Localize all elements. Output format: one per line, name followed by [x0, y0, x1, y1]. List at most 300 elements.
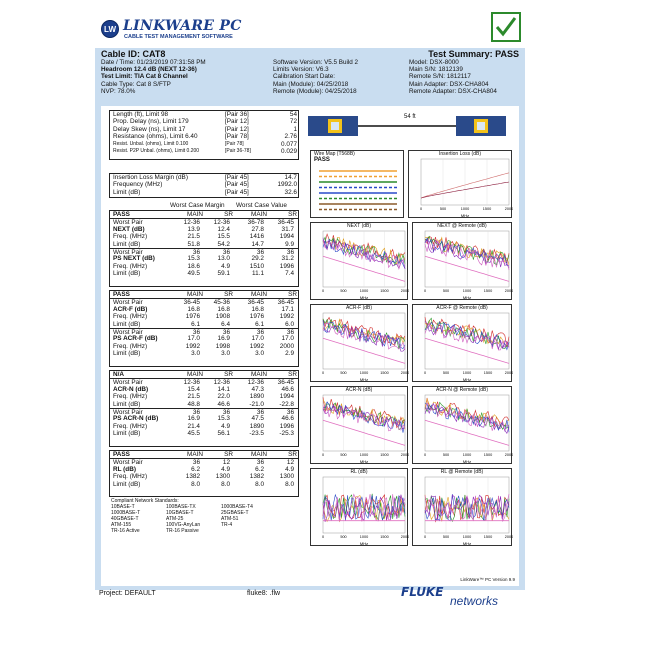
margin-cell: 13.9 — [187, 225, 200, 233]
margin-row — [110, 415, 298, 422]
margin-cell: 36 — [256, 248, 264, 256]
row-label: Prop. Delay (ns), Limit 179 — [113, 118, 189, 126]
software-version-note: LinkWare™ PC Version 9.9 — [460, 577, 515, 582]
linkware-logo-icon: LW — [101, 20, 119, 38]
acrf-r-chart-title: ACR-F @ Remote (dB) — [436, 305, 488, 311]
margin-cell: 21.5 — [187, 393, 200, 401]
column-header: SR — [288, 371, 297, 378]
margin-row-label: Limit (dB) — [113, 480, 141, 488]
x-tick-label: 1500 — [380, 453, 389, 457]
margin-cell: 12 — [286, 459, 294, 467]
margin-row — [110, 255, 298, 262]
length-table — [109, 110, 299, 160]
row-label: Delay Skew (ns), Limit 17 — [113, 125, 186, 133]
margin-row — [110, 248, 298, 255]
margin-cell: 1382 — [185, 473, 200, 481]
standard-item: 1000BASE-T4 — [221, 504, 253, 510]
length-row — [113, 126, 298, 133]
margin-row — [110, 408, 298, 415]
margin-cell: 1996 — [279, 422, 294, 430]
margin-cell: 36 — [256, 408, 264, 416]
margin-cell: 8.0 — [255, 480, 264, 488]
margin-cell: 9.9 — [285, 240, 294, 248]
row-value: 72 — [289, 118, 297, 126]
margin-cell: 6.1 — [255, 320, 264, 328]
row-pair: [Pair 45] — [225, 174, 249, 181]
standard-item: ATM-155 — [111, 522, 132, 528]
margin-row-label: Freq. (MHz) — [113, 313, 148, 321]
standard-item: 25GBASE-T — [221, 510, 249, 516]
margin-cell: 1994 — [279, 233, 294, 241]
margin-row-label: ACR-F (dB) — [113, 305, 148, 313]
x-tick-label: 2000 — [504, 453, 513, 457]
margin-row — [110, 298, 298, 305]
margin-cell: 16.8 — [187, 305, 200, 313]
margin-cell: 36 — [222, 248, 230, 256]
acrf-remote-chart — [412, 304, 512, 382]
margin-cell: 2000 — [279, 342, 294, 350]
report-page — [95, 12, 525, 612]
standard-item: 10BASE-T — [111, 504, 135, 510]
margin-cell: 46.6 — [281, 415, 294, 423]
acrn-table — [109, 370, 299, 447]
row-value: 1992.0 — [277, 181, 297, 189]
results-panel — [101, 106, 519, 586]
margin-row — [110, 466, 298, 473]
standard-item: 1000BASE-T — [111, 510, 141, 516]
column-header: MAIN — [251, 291, 267, 298]
margin-row-label: PS ACR-N (dB) — [113, 415, 159, 423]
margin-cell: 47.5 — [251, 415, 264, 423]
margin-cell: 14.1 — [217, 385, 230, 393]
margin-row-label: Freq. (MHz) — [113, 393, 148, 401]
margin-cell: 36 — [286, 328, 294, 336]
margin-cell: 36-45 — [183, 299, 200, 307]
margin-cell: 6.0 — [285, 320, 294, 328]
row-value: 32.6 — [284, 188, 297, 196]
margin-cell: 1300 — [279, 473, 294, 481]
info-right — [409, 59, 497, 95]
x-tick-label: 2000 — [504, 535, 513, 539]
x-tick-label: 1500 — [380, 289, 389, 293]
margin-row-label: Limit (dB) — [113, 320, 141, 328]
x-tick-label: 500 — [439, 207, 447, 211]
block-status: PASS — [113, 291, 130, 298]
margin-cell: 36-45 — [277, 299, 294, 307]
x-tick-label: 1000 — [359, 371, 369, 375]
margin-cell: 8.0 — [191, 480, 200, 488]
margin-cell: 36 — [192, 408, 200, 416]
x-tick-label: 0 — [419, 207, 423, 211]
margin-cell: 14.7 — [251, 240, 264, 248]
x-axis-label: MHz — [462, 459, 472, 464]
x-tick-label: 1000 — [462, 453, 472, 457]
x-tick-label: 1000 — [359, 289, 369, 293]
x-tick-label: 1500 — [482, 207, 492, 211]
insertion-loss-row — [113, 189, 298, 196]
standards-title: Compliant Network Standards: — [111, 498, 179, 504]
x-tick-label: 1500 — [483, 289, 493, 293]
margin-row-label: Freq. (MHz) — [113, 262, 148, 270]
margin-cell: 17.0 — [187, 335, 200, 343]
next-remote-chart — [412, 222, 512, 300]
margin-cell: 21.4 — [187, 422, 200, 430]
x-tick-label: 0 — [321, 371, 325, 375]
margin-cell: 48.8 — [187, 400, 200, 408]
margin-row-label: PS ACR-F (dB) — [113, 335, 158, 343]
row-label: Insertion Loss Margin (dB) — [113, 174, 188, 181]
margin-cell: 36 — [222, 328, 230, 336]
fluke-logo: FLUKE — [401, 585, 444, 599]
column-header: SR — [288, 291, 297, 298]
margin-row — [110, 386, 298, 393]
margin-cell: 36 — [222, 408, 230, 416]
row-pair: [Pair 36-78] — [225, 147, 251, 154]
margin-cell: 8.0 — [285, 480, 294, 488]
row-label: Limit (dB) — [113, 188, 141, 196]
app-subtitle: CABLE TEST MANAGEMENT SOFTWARE — [124, 34, 233, 40]
margin-cell: 36 — [256, 328, 264, 336]
row-pair: [Pair 45] — [225, 181, 249, 189]
column-header: SR — [224, 451, 233, 458]
worst-case-margin-header: Worst Case Margin — [170, 202, 225, 209]
margin-cell: 15.5 — [217, 233, 230, 241]
x-tick-label: 1500 — [380, 535, 389, 539]
networks-logo: networks — [450, 594, 499, 608]
margin-row-label: Limit (dB) — [113, 350, 141, 358]
column-header: SR — [224, 371, 233, 378]
margin-row — [110, 241, 298, 248]
margin-cell: 15.4 — [187, 385, 200, 393]
standard-item: TR-4 — [221, 522, 233, 528]
margin-cell: 1890 — [249, 393, 264, 401]
standard-item: ATM-25 — [166, 516, 184, 522]
x-axis-label: MHz — [359, 459, 369, 464]
margin-cell: 1976 — [185, 313, 200, 321]
rl-table — [109, 450, 299, 497]
margin-row — [110, 313, 298, 320]
cable-diagram — [306, 112, 511, 140]
margin-row-label: Worst Pair — [113, 219, 143, 227]
row-label: Frequency (MHz) — [113, 181, 163, 189]
margin-row-label: PS NEXT (dB) — [113, 255, 155, 263]
x-tick-label: 0 — [321, 289, 325, 293]
cable-id: Cable ID: CAT8 — [101, 49, 166, 59]
info-left — [101, 59, 206, 95]
margin-cell: 36-45 — [247, 299, 264, 307]
acrn-r-chart-title: ACR-N @ Remote (dB) — [435, 387, 489, 393]
margin-cell: 1890 — [249, 422, 264, 430]
length-row — [113, 118, 298, 125]
margin-cell: 46.6 — [217, 400, 230, 408]
margin-cell: 1300 — [215, 473, 230, 481]
x-axis-label: MHz — [359, 541, 369, 546]
margin-cell: 29.2 — [251, 255, 264, 263]
margin-cell: 1416 — [249, 233, 264, 241]
margin-cell: 36 — [192, 328, 200, 336]
margin-cell: 17.1 — [281, 305, 294, 313]
margin-row — [110, 481, 298, 488]
margin-cell: 36-45 — [277, 219, 294, 227]
standard-item: 100VG-AnyLan — [166, 522, 201, 528]
margin-cell: 6.2 — [255, 465, 264, 473]
margin-row — [110, 270, 298, 277]
x-tick-label: 500 — [442, 453, 450, 457]
margin-cell: 1992 — [249, 342, 264, 350]
rl-chart — [310, 468, 408, 546]
margin-cell: 6.1 — [191, 320, 200, 328]
x-axis-label: MHz — [462, 377, 472, 382]
margin-cell: 36 — [192, 248, 200, 256]
margin-row — [110, 401, 298, 408]
wire-map-title: Wire Map (T568B) — [314, 151, 355, 157]
acrn-chart — [310, 386, 408, 464]
x-axis-label: MHz — [462, 541, 472, 546]
x-tick-label: 1500 — [483, 535, 493, 539]
margin-row-label: NEXT (dB) — [113, 225, 145, 233]
info-right-line: Model: DSX-8000 — [409, 59, 459, 66]
margin-cell: 1510 — [249, 262, 264, 270]
length-row — [113, 141, 298, 148]
row-label: Length (ft), Limit 98 — [113, 111, 169, 118]
column-header: SR — [288, 451, 297, 458]
x-tick-label: 2000 — [504, 371, 513, 375]
info-mid-line: Software Version: V5.5 Build 2 — [273, 59, 359, 66]
margin-cell: 4.9 — [221, 465, 230, 473]
x-tick-label: 500 — [340, 371, 347, 375]
wire-map-status: PASS — [314, 157, 330, 163]
info-mid-line: Remote (Module): 04/25/2018 — [273, 87, 357, 95]
margin-cell: -21.0 — [249, 400, 264, 408]
x-tick-label: 0 — [423, 371, 427, 375]
info-right-line: Main Adapter: DSX-CHA804 — [409, 80, 489, 88]
margin-cell: 1992 — [185, 342, 200, 350]
margin-row-label: Freq. (MHz) — [113, 422, 148, 430]
margin-row — [110, 343, 298, 350]
margin-cell: 36 — [286, 408, 294, 416]
row-pair: [Pair 12] — [225, 125, 249, 133]
margin-row — [110, 378, 298, 385]
block-status: PASS — [113, 451, 130, 458]
margin-row — [110, 350, 298, 357]
x-tick-label: 1500 — [483, 453, 493, 457]
column-header: MAIN — [187, 291, 203, 298]
block-status: N/A — [113, 371, 125, 378]
x-tick-label: 0 — [423, 535, 427, 539]
margin-cell: 1908 — [215, 313, 230, 321]
x-tick-label: 1000 — [462, 535, 472, 539]
x-tick-label: 0 — [321, 453, 325, 457]
block-status: PASS — [113, 211, 130, 218]
margin-cell: 59.1 — [217, 270, 230, 278]
margin-row — [110, 263, 298, 270]
margin-row-label: Limit (dB) — [113, 400, 141, 408]
block-header-row — [113, 371, 298, 378]
cable-length-label: 54 ft — [404, 114, 416, 120]
x-tick-label: 2000 — [504, 289, 513, 293]
standard-item: 10GBASE-T — [166, 510, 194, 516]
margin-cell: 12-36 — [213, 379, 230, 387]
row-pair: [Pair 78] — [225, 140, 244, 147]
row-value: 1 — [293, 125, 297, 133]
x-tick-label: 500 — [442, 371, 450, 375]
column-header: SR — [224, 291, 233, 298]
info-left-line: Cable Type: Cat 8 S/FTP — [101, 80, 171, 88]
column-header: MAIN — [187, 211, 203, 218]
margin-row-label: Limit (dB) — [113, 430, 141, 438]
x-tick-label: 0 — [423, 289, 427, 293]
row-value: 0.077 — [281, 140, 297, 148]
margin-cell: 56.1 — [217, 430, 230, 438]
margin-cell: 16.8 — [251, 305, 264, 313]
standard-item: ATM-51 — [221, 516, 239, 522]
x-tick-label: 2000 — [400, 289, 409, 293]
x-tick-label: 0 — [321, 535, 325, 539]
info-mid-line: Limits Version: V6.3 — [273, 66, 329, 74]
row-pair: [Pair 12] — [225, 118, 249, 126]
info-left-line: Test Limit: TIA Cat 8 Channel — [101, 73, 188, 81]
standard-item: TR-16 Active — [111, 528, 140, 534]
row-value: 14.7 — [284, 174, 297, 181]
margin-cell: 12-36 — [183, 379, 200, 387]
x-tick-label: 1000 — [462, 371, 472, 375]
margin-cell: 22.0 — [217, 393, 230, 401]
rl-chart-title: RL (dB) — [350, 469, 368, 475]
info-mid-line: Main (Module): 04/25/2018 — [273, 80, 349, 88]
x-tick-label: 1500 — [483, 371, 493, 375]
margin-cell: 8.0 — [221, 480, 230, 488]
block-header-row — [113, 291, 298, 298]
margin-cell: 15.3 — [217, 415, 230, 423]
margin-cell: 16.9 — [187, 415, 200, 423]
test-summary: Test Summary: PASS — [428, 49, 519, 59]
x-tick-label: 500 — [442, 535, 450, 539]
margin-cell: 16.9 — [217, 335, 230, 343]
margin-cell: 4.9 — [285, 465, 294, 473]
margin-cell: 2.9 — [285, 350, 294, 358]
row-value: 2.76 — [284, 133, 297, 141]
margin-cell: -23.5 — [249, 430, 264, 438]
margin-cell: 3.0 — [221, 350, 230, 358]
x-tick-label: 500 — [340, 535, 347, 539]
margin-cell: 31.7 — [281, 225, 294, 233]
margin-cell: 11.1 — [252, 270, 264, 278]
margin-cell: 15.3 — [187, 255, 200, 263]
x-tick-label: 2000 — [400, 453, 409, 457]
acrf-chart-title: ACR-F (dB) — [345, 305, 373, 311]
margin-row — [110, 306, 298, 313]
acrf-chart — [310, 304, 408, 382]
margin-cell: 17.0 — [281, 335, 294, 343]
x-tick-label: 1000 — [359, 535, 369, 539]
x-axis-label: MHz — [359, 295, 369, 300]
next-chart-title: NEXT (dB) — [346, 223, 372, 229]
wire-map-chart — [310, 150, 404, 218]
row-label: Resistance (ohms), Limit 6.40 — [113, 133, 198, 141]
report-header — [95, 12, 525, 46]
next-r-chart-title: NEXT @ Remote (dB) — [437, 223, 487, 229]
info-left-line: NVP: 78.0% — [101, 87, 136, 95]
block-header-row — [113, 451, 298, 458]
report-body — [95, 48, 525, 590]
row-value: 54 — [289, 111, 297, 118]
acrn-remote-chart — [412, 386, 512, 464]
info-middle — [273, 59, 358, 95]
margin-row — [110, 218, 298, 225]
row-pair: [Pair 36] — [225, 111, 249, 118]
acrn-chart-title: ACR-N (dB) — [345, 387, 373, 393]
info-right-line: Remote Adapter: DSX-CHA804 — [409, 87, 497, 95]
margin-row-label: Worst Pair — [113, 459, 143, 467]
x-tick-label: 1000 — [462, 289, 472, 293]
column-header: MAIN — [187, 451, 203, 458]
row-pair: [Pair 78] — [225, 133, 249, 141]
x-tick-label: 500 — [340, 453, 347, 457]
rl-r-chart-title: RL @ Remote (dB) — [440, 469, 484, 475]
column-header: MAIN — [251, 371, 267, 378]
x-tick-label: 2000 — [400, 535, 409, 539]
app-title: LINKWARE PC — [123, 18, 242, 34]
standard-item: TR-16 Passive — [166, 528, 199, 534]
file-label: fluke8: .flw — [247, 590, 281, 597]
margin-cell: 6.4 — [221, 320, 230, 328]
margin-cell: 16.8 — [217, 305, 230, 313]
margin-cell: 1992 — [279, 313, 294, 321]
margin-cell: 51.8 — [187, 240, 200, 248]
x-axis-label: MHz — [359, 377, 369, 382]
margin-cell: 6.2 — [191, 465, 200, 473]
margin-cell: 27.8 — [251, 225, 264, 233]
x-tick-label: 500 — [340, 289, 347, 293]
margin-cell: 1996 — [279, 262, 294, 270]
margin-cell: 1382 — [249, 473, 264, 481]
margin-row — [110, 473, 298, 480]
margin-row-label: Worst Pair — [113, 379, 143, 387]
x-tick-label: 1500 — [380, 371, 389, 375]
il-chart-title: Insertion Loss (dB) — [439, 151, 481, 157]
info-right-line: Remote S/N: 1812117 — [409, 73, 471, 81]
margin-cell: 4.9 — [221, 262, 230, 270]
column-header: MAIN — [251, 451, 267, 458]
margin-cell: 49.5 — [187, 270, 200, 278]
margin-cell: 45-36 — [213, 299, 230, 307]
column-header: SR — [288, 211, 297, 218]
margin-row — [110, 423, 298, 430]
margin-row — [110, 233, 298, 240]
margin-cell: 54.2 — [217, 240, 230, 248]
margin-cell: -22.8 — [279, 400, 294, 408]
margin-cell: 3.0 — [255, 350, 264, 358]
x-tick-label: 2000 — [504, 207, 513, 211]
next-table — [109, 210, 299, 287]
x-tick-label: 500 — [442, 289, 450, 293]
worst-case-value-header: Worst Case Value — [236, 202, 287, 209]
margin-cell: 36 — [192, 459, 200, 467]
margin-cell: 47.3 — [251, 385, 264, 393]
margin-cell: 1994 — [279, 393, 294, 401]
column-header: MAIN — [187, 371, 203, 378]
margin-row-label: Worst Pair — [113, 248, 143, 256]
margin-cell: 4.9 — [221, 422, 230, 430]
pass-check-icon — [491, 12, 521, 42]
next-chart — [310, 222, 408, 300]
project-label: Project: DEFAULT — [99, 590, 156, 597]
margin-cell: 12-36 — [183, 219, 200, 227]
info-mid-line: Calibration Start Date: — [273, 73, 335, 81]
row-value: 0.029 — [281, 147, 297, 155]
margin-row-label: RL (dB) — [113, 465, 136, 473]
margin-cell: -25.3 — [279, 430, 294, 438]
